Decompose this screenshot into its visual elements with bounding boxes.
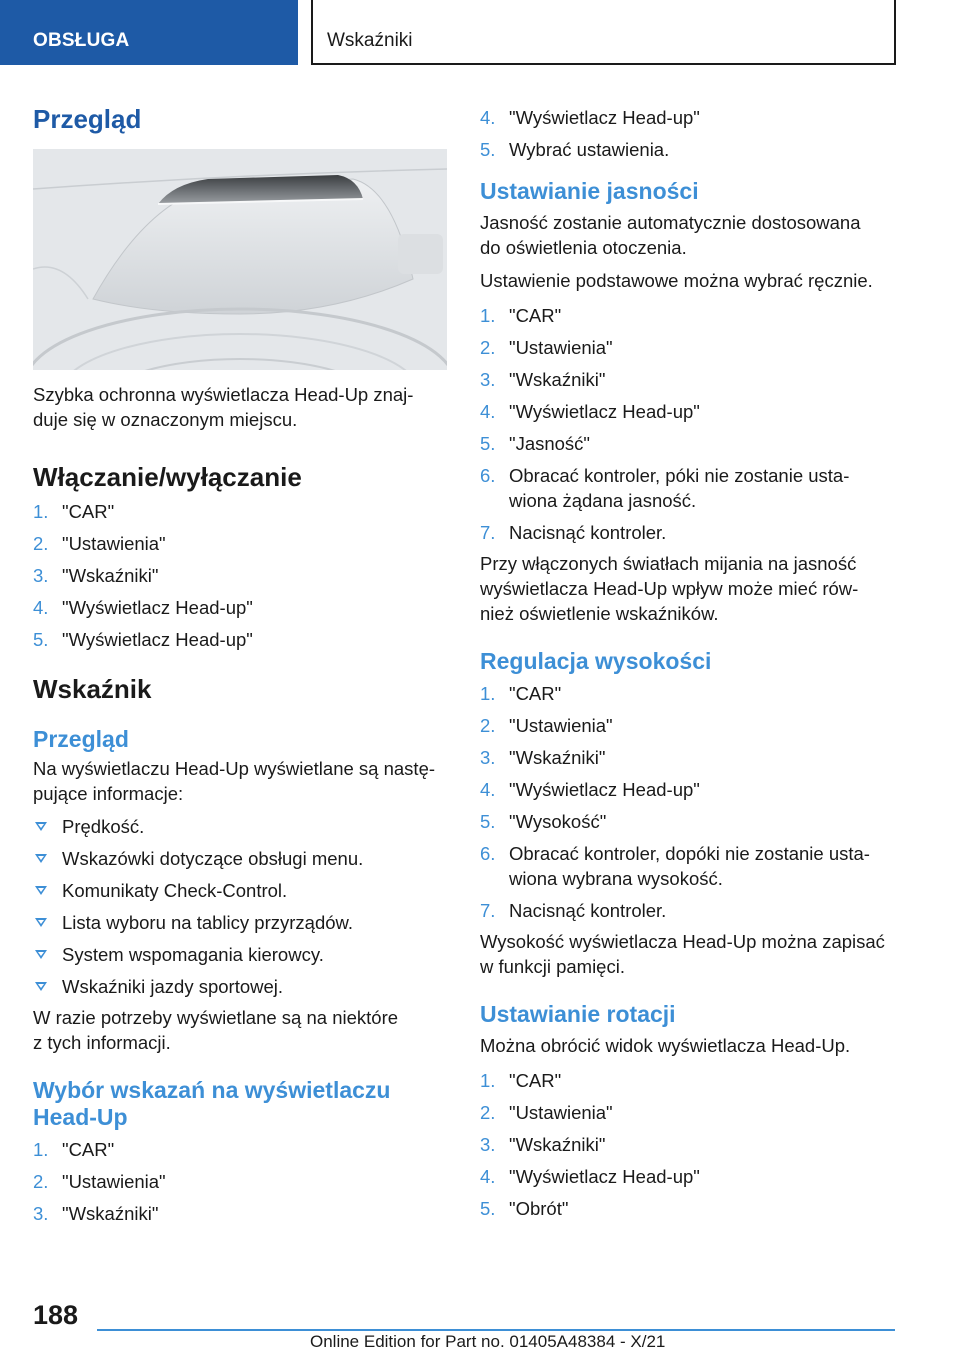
- step-text: "Ustawienia": [509, 336, 613, 358]
- heading-indicator: Wskaźnik: [33, 674, 152, 705]
- step-item: [480, 105, 900, 130]
- step-number: 3.: [480, 368, 496, 390]
- bullet-item: [33, 814, 447, 839]
- step-item: [480, 1132, 900, 1157]
- step-number: 5.: [480, 811, 496, 833]
- step-number: 2.: [33, 533, 49, 555]
- bullet-text: Prędkość.: [62, 816, 145, 838]
- step-text: Nacisnąć kontroler.: [509, 900, 667, 922]
- step-item: [480, 399, 900, 424]
- heading-overview-2: Przegląd: [33, 725, 129, 752]
- section-tab: [0, 0, 298, 65]
- brightness-steps: [480, 303, 900, 545]
- step-text: "Ustawienia": [509, 715, 613, 737]
- step-text: "Wskaźniki": [62, 565, 159, 587]
- step-item: [480, 1164, 900, 1189]
- bullet-text: Wskaźniki jazdy sportowej.: [62, 976, 284, 998]
- height-steps: [480, 681, 900, 923]
- step-text: "CAR": [62, 501, 115, 523]
- step-number: 2.: [480, 1101, 496, 1123]
- triangle-bullet-icon: [35, 950, 47, 959]
- selection-steps: [33, 1137, 447, 1226]
- bullet-item: [33, 846, 447, 871]
- step-text: "Wyświetlacz Head-up": [62, 629, 253, 651]
- step-item: [480, 777, 900, 802]
- step-number: 3.: [480, 1133, 496, 1155]
- selection-steps-continued: [480, 105, 900, 162]
- bullet-item: [33, 942, 447, 967]
- step-number: 5.: [480, 1197, 496, 1219]
- rotation-paragraph: Można obrócić widok wyświetlacza Head-Up.: [480, 1034, 851, 1056]
- triangle-bullet-icon: [35, 918, 47, 927]
- bullet-item: [33, 878, 447, 903]
- step-number: 4.: [480, 1165, 496, 1187]
- step-item: [480, 137, 900, 162]
- step-item: [33, 1169, 447, 1194]
- step-text: "Obrót": [509, 1197, 569, 1219]
- step-item: [480, 898, 900, 923]
- heading-rotation: Ustawianie rotacji: [480, 1001, 676, 1028]
- step-number: 4.: [480, 107, 496, 128]
- step-number: 1.: [33, 501, 49, 523]
- step-number: 4.: [33, 597, 49, 619]
- chapter-title: Wskaźniki: [327, 30, 413, 51]
- heading-on-off: Włączanie/wyłączanie: [33, 462, 302, 493]
- step-text: "CAR": [62, 1139, 115, 1161]
- step-text: Obracać kontroler, póki nie zostanie usta- wiona żądana jasność.: [509, 464, 850, 511]
- step-item: [480, 809, 900, 834]
- step-number: 7.: [480, 900, 496, 922]
- step-text: "Wyświetlacz Head-up": [509, 1165, 700, 1187]
- heading-overview: Przegląd: [33, 104, 142, 134]
- bullet-text: Wskazówki dotyczące obsługi menu.: [62, 848, 364, 870]
- step-number: 3.: [33, 1203, 49, 1225]
- brightness-paragraph-1: Jasność zostanie automatycznie dostosowana do oświetlenia otoczenia.: [480, 211, 861, 258]
- bullet-text: System wspomagania kierowcy.: [62, 944, 324, 966]
- brightness-paragraph-2: Ustawienie podstawowe można wybrać ręcznie.: [480, 269, 873, 291]
- step-text: "Ustawienia": [62, 533, 166, 555]
- step-text: "Ustawienia": [509, 1101, 613, 1123]
- step-item: [33, 563, 447, 588]
- step-text: Obracać kontroler, dopóki nie zostanie usta- wiona wybrana wysokość.: [509, 843, 870, 890]
- step-item: [480, 713, 900, 738]
- step-text: "Wyświetlacz Head-up": [509, 779, 700, 801]
- step-number: 2.: [480, 336, 496, 358]
- step-text: "Wskaźniki": [509, 368, 606, 390]
- section-title: OBSŁUGA: [33, 30, 130, 51]
- bullet-text: Komunikaty Check-Control.: [62, 880, 288, 902]
- step-text: "Wskaźniki": [509, 747, 606, 769]
- step-number: 5.: [33, 629, 49, 651]
- step-item: [480, 520, 900, 545]
- step-number: 6.: [480, 843, 496, 865]
- left-column: [33, 100, 447, 1233]
- step-item: [480, 1196, 900, 1221]
- chapter-tab: [311, 0, 896, 65]
- step-item: [480, 303, 900, 328]
- on-off-steps: [33, 499, 447, 652]
- step-item: [33, 1201, 447, 1226]
- step-item: [480, 431, 900, 456]
- step-number: 1.: [480, 683, 496, 705]
- bullet-item: [33, 974, 447, 999]
- step-text: Wybrać ustawienia.: [509, 139, 670, 160]
- step-item: [480, 1100, 900, 1125]
- rotation-steps: [480, 1068, 900, 1221]
- overview-bullets: [33, 814, 447, 999]
- step-item: [33, 1137, 447, 1162]
- step-item: [33, 499, 447, 524]
- step-number: 3.: [33, 565, 49, 587]
- step-item: [480, 335, 900, 360]
- bullet-item: [33, 910, 447, 935]
- step-text: "CAR": [509, 1069, 562, 1091]
- step-item: [480, 367, 900, 392]
- step-item: [480, 745, 900, 770]
- step-number: 1.: [480, 304, 496, 326]
- step-item: [33, 627, 447, 652]
- step-text: "Wyświetlacz Head-up": [509, 107, 700, 128]
- step-text: "Jasność": [509, 432, 591, 454]
- step-number: 5.: [480, 432, 496, 454]
- overview-note: W razie potrzeby wyświetlane są na niektóre z tych informacji.: [33, 1007, 399, 1054]
- step-number: 3.: [480, 747, 496, 769]
- bullet-text: Lista wyboru na tablicy przyrządów.: [62, 912, 353, 934]
- head-up-display-figure: [33, 149, 447, 370]
- brightness-note: Przy włączonych światłach mijania na jasność wyświetlacza Head-Up wpływ może mieć rów- nież oświetlenie wskaźników.: [480, 552, 859, 624]
- step-text: "Wskaźniki": [62, 1203, 159, 1225]
- height-note: Wysokość wyświetlacza Head-Up można zapisać w funkcji pamięci.: [480, 931, 885, 978]
- step-text: Nacisnąć kontroler.: [509, 521, 667, 543]
- overview-intro: Na wyświetlaczu Head-Up wyświetlane są nastę- pujące informacje:: [33, 758, 436, 805]
- head-up-display-illustration: [33, 149, 447, 370]
- page-number: 188: [33, 1300, 79, 1330]
- step-text: "Wskaźniki": [509, 1133, 606, 1155]
- step-number: 5.: [480, 139, 496, 160]
- step-text: "CAR": [509, 683, 562, 705]
- step-number: 2.: [480, 715, 496, 737]
- triangle-bullet-icon: [35, 982, 47, 991]
- step-text: "Wyświetlacz Head-up": [509, 400, 700, 422]
- step-text: "CAR": [509, 304, 562, 326]
- right-column: [480, 100, 900, 1228]
- step-item: [480, 463, 900, 513]
- step-item: [480, 681, 900, 706]
- edition-text: Online Edition for Part no. 01405A48384 - X/21: [310, 1332, 666, 1351]
- step-number: 2.: [33, 1171, 49, 1193]
- step-number: 4.: [480, 779, 496, 801]
- step-number: 1.: [33, 1139, 49, 1161]
- step-number: 6.: [480, 464, 496, 486]
- step-text: "Wyświetlacz Head-up": [62, 597, 253, 619]
- step-item: [480, 841, 900, 891]
- triangle-bullet-icon: [35, 854, 47, 863]
- step-number: 4.: [480, 400, 496, 422]
- step-item: [33, 531, 447, 556]
- step-item: [33, 595, 447, 620]
- figure-caption: Szybka ochronna wyświetlacza Head-Up znaj- duje się w oznaczonym miejscu.: [33, 384, 414, 431]
- step-item: [480, 1068, 900, 1093]
- footer-divider: [97, 1329, 895, 1331]
- heading-brightness: Ustawianie jasności: [480, 178, 699, 204]
- step-text: "Wysokość": [509, 811, 607, 833]
- step-number: 7.: [480, 521, 496, 543]
- heading-height: Regulacja wysokości: [480, 647, 712, 674]
- triangle-bullet-icon: [35, 886, 47, 895]
- triangle-bullet-icon: [35, 822, 47, 831]
- step-text: "Ustawienia": [62, 1171, 166, 1193]
- step-number: 1.: [480, 1069, 496, 1091]
- heading-selection: Wybór wskazań na wyświetlaczu Head-Up: [33, 1077, 391, 1131]
